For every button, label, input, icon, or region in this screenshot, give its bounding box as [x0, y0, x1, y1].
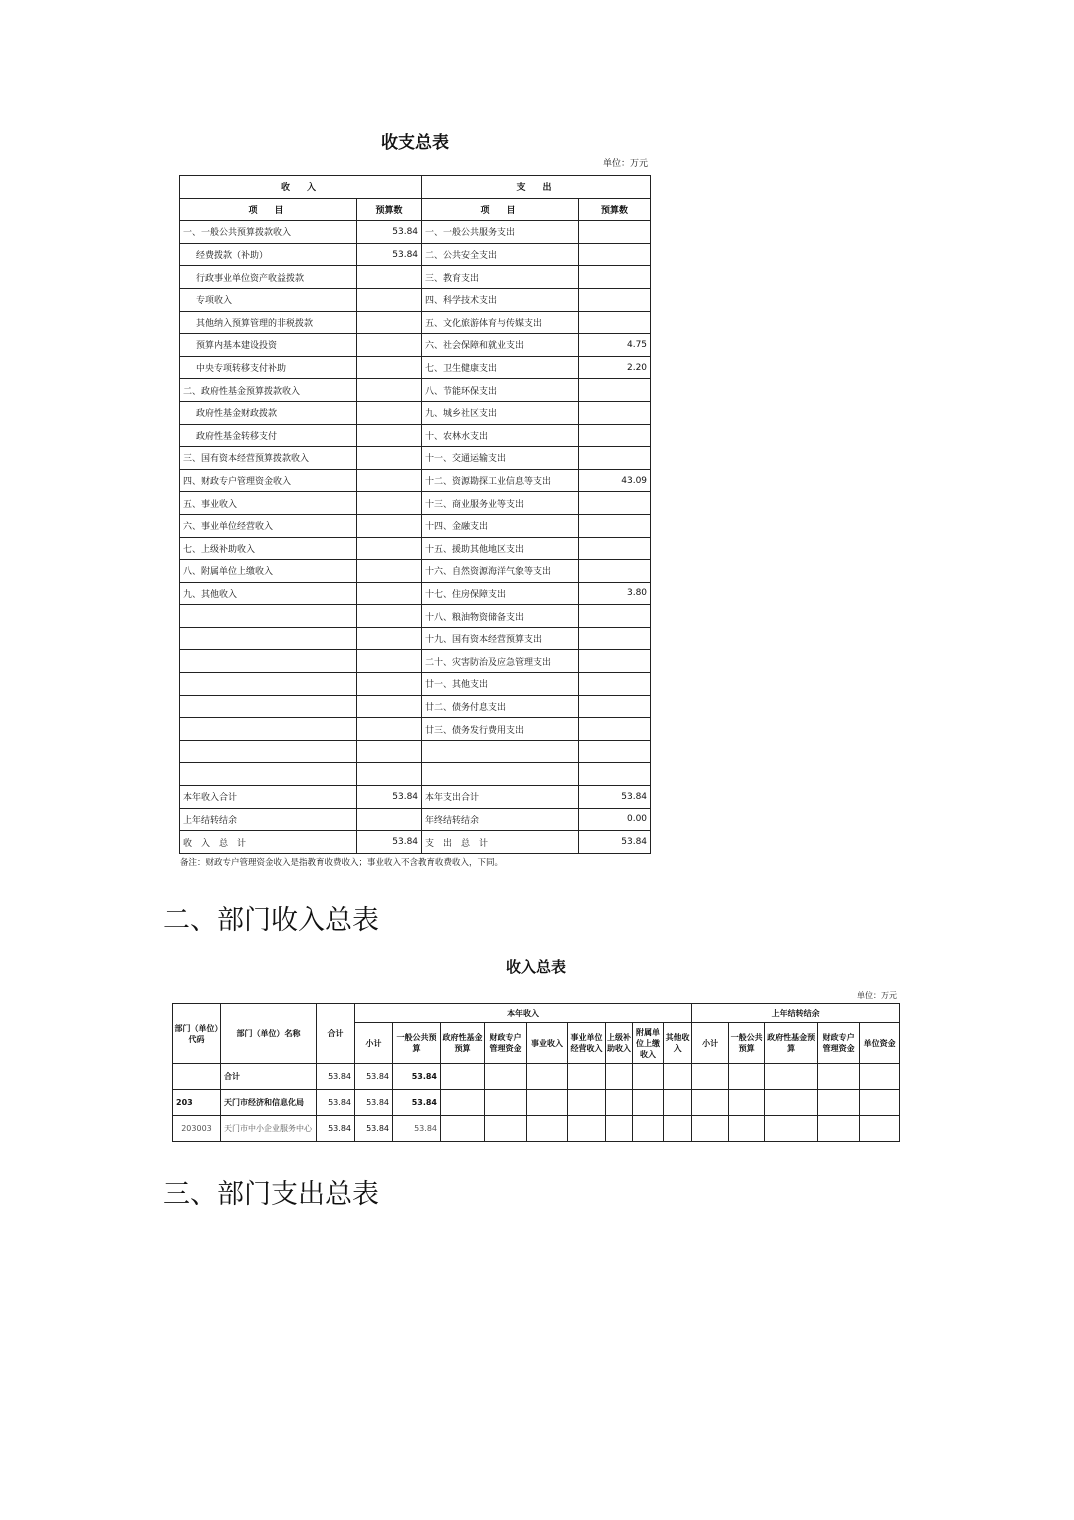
table1-row	[180, 582, 651, 605]
income-value	[357, 334, 422, 357]
name-header: 部门（单位）名称	[221, 1004, 317, 1064]
expense-item: 十一、交通运输支出	[422, 447, 579, 470]
expense-item: 二、公共安全支出	[422, 243, 579, 266]
empty-cell	[664, 1116, 692, 1142]
table1-row	[180, 311, 651, 334]
income-item: 本年收入合计	[180, 786, 357, 809]
empty-cell	[765, 1090, 818, 1116]
income-item	[180, 650, 357, 673]
expense-value	[579, 695, 651, 718]
income-value	[357, 424, 422, 447]
empty-cell	[527, 1116, 568, 1142]
income-value	[357, 356, 422, 379]
expense-item: 廿三、债务发行费用支出	[422, 718, 579, 741]
expense-item: 十二、资源勘探工业信息等支出	[422, 469, 579, 492]
current-year-header: 本年收入	[355, 1004, 692, 1023]
income-item: 收 入 总 计	[180, 831, 357, 854]
income-item: 预算内基本建设投资	[180, 334, 357, 357]
expense-item: 五、文化旅游体育与传媒支出	[422, 311, 579, 334]
expense-value	[579, 673, 651, 696]
income-item: 其他纳入预算管理的非税拨款	[180, 311, 357, 334]
expense-value: 2.20	[579, 356, 651, 379]
table1-title: 收支总表	[381, 133, 449, 153]
table1-row	[180, 514, 651, 537]
expense-value	[579, 221, 651, 244]
income-value	[357, 469, 422, 492]
expense-value	[579, 605, 651, 628]
expense-value: 0.00	[579, 808, 651, 831]
income-item: 专项收入	[180, 288, 357, 311]
carryover-subheader: 一般公共预算	[729, 1023, 765, 1064]
expense-value	[579, 718, 651, 741]
expense-item: 十六、自然资源海洋气象等支出	[422, 560, 579, 583]
empty-cell	[441, 1064, 485, 1090]
income-value	[357, 582, 422, 605]
empty-cell	[568, 1064, 606, 1090]
table1-row	[180, 221, 651, 244]
department-income-table	[172, 1003, 900, 1142]
income-item: 政府性基金财政拨款	[180, 401, 357, 424]
section-heading-income: 二、部门收入总表	[163, 905, 379, 936]
income-item	[180, 740, 357, 763]
empty-cell	[765, 1064, 818, 1090]
dept-code: 203	[173, 1090, 221, 1116]
expense-value	[579, 311, 651, 334]
dept-name: 天门市经济和信息化局	[221, 1090, 317, 1116]
expense-value: 53.84	[579, 831, 651, 854]
table1-unit: 单位：万元	[602, 159, 648, 169]
income-expense-summary-table	[179, 175, 651, 854]
income-value	[357, 673, 422, 696]
expense-value	[579, 650, 651, 673]
income-value	[357, 808, 422, 831]
income-value	[357, 288, 422, 311]
empty-cell	[485, 1064, 527, 1090]
table1-row	[180, 786, 651, 809]
expense-value: 43.09	[579, 469, 651, 492]
empty-cell	[441, 1090, 485, 1116]
table1-row	[180, 650, 651, 673]
expense-item: 十八、粮油物资储备支出	[422, 605, 579, 628]
expense-item: 一、一般公共服务支出	[422, 221, 579, 244]
expense-item: 廿二、债务付息支出	[422, 695, 579, 718]
income-value	[357, 763, 422, 786]
general-budget-value: 53.84	[393, 1064, 441, 1090]
expense-item	[422, 740, 579, 763]
expense-item: 支 出 总 计	[422, 831, 579, 854]
expense-item: 十五、援助其他地区支出	[422, 537, 579, 560]
current-subheader: 上级补助收入	[606, 1023, 633, 1064]
table2-header-row	[173, 1004, 900, 1023]
income-value	[357, 627, 422, 650]
expense-item-header: 项 目	[422, 198, 579, 221]
income-item: 六、事业单位经营收入	[180, 514, 357, 537]
table1-row	[180, 266, 651, 289]
total-value: 53.84	[317, 1116, 355, 1142]
expense-item: 本年支出合计	[422, 786, 579, 809]
income-item: 中央专项转移支付补助	[180, 356, 357, 379]
table2-row	[173, 1064, 900, 1090]
table1-row	[180, 808, 651, 831]
table1-row	[180, 334, 651, 357]
table1-row	[180, 627, 651, 650]
table1-note: 备注：财政专户管理资金收入是指教育收费收入；事业收入不含教育收费收入，下同。	[180, 858, 504, 868]
income-item: 九、其他收入	[180, 582, 357, 605]
income-value: 53.84	[357, 243, 422, 266]
income-item: 四、财政专户管理资金收入	[180, 469, 357, 492]
empty-cell	[765, 1116, 818, 1142]
income-budget-header: 预算数	[357, 198, 422, 221]
code-header: 部门（单位）代码	[173, 1004, 221, 1064]
income-item: 二、政府性基金预算拨款收入	[180, 379, 357, 402]
current-subheader: 事业单位经营收入	[568, 1023, 606, 1064]
expense-value	[579, 266, 651, 289]
empty-cell	[692, 1090, 729, 1116]
table1-row	[180, 605, 651, 628]
carryover-subheader: 政府性基金预算	[765, 1023, 818, 1064]
income-item: 经费拨款（补助）	[180, 243, 357, 266]
income-value: 53.84	[357, 221, 422, 244]
expense-value	[579, 560, 651, 583]
income-value	[357, 718, 422, 741]
current-subheader: 政府性基金预算	[441, 1023, 485, 1064]
income-item: 七、上级补助收入	[180, 537, 357, 560]
dept-name: 合计	[221, 1064, 317, 1090]
income-item	[180, 605, 357, 628]
empty-cell	[692, 1064, 729, 1090]
income-item: 八、附属单位上缴收入	[180, 560, 357, 583]
table1-row	[180, 469, 651, 492]
subtotal-value: 53.84	[355, 1090, 393, 1116]
subtotal-value: 53.84	[355, 1064, 393, 1090]
income-item-header: 项 目	[180, 198, 357, 221]
income-value	[357, 401, 422, 424]
table1-row	[180, 356, 651, 379]
empty-cell	[606, 1116, 633, 1142]
current-subheader: 事业收入	[527, 1023, 568, 1064]
expense-budget-header: 预算数	[579, 198, 651, 221]
table1-row	[180, 763, 651, 786]
current-subheader: 财政专户管理资金	[485, 1023, 527, 1064]
general-budget-value: 53.84	[393, 1116, 441, 1142]
income-item	[180, 718, 357, 741]
empty-cell	[527, 1090, 568, 1116]
empty-cell	[568, 1090, 606, 1116]
empty-cell	[606, 1090, 633, 1116]
expense-value	[579, 537, 651, 560]
expense-item: 十三、商业服务业等支出	[422, 492, 579, 515]
income-value	[357, 740, 422, 763]
table1-row	[180, 831, 651, 854]
total-value: 53.84	[317, 1064, 355, 1090]
empty-cell	[729, 1116, 765, 1142]
expense-value	[579, 492, 651, 515]
expense-value	[579, 514, 651, 537]
table1-row	[180, 379, 651, 402]
income-item	[180, 673, 357, 696]
table1-row	[180, 537, 651, 560]
expense-value	[579, 740, 651, 763]
table1-row	[180, 288, 651, 311]
table2-unit: 单位：万元	[857, 991, 897, 1000]
table1-row	[180, 243, 651, 266]
empty-cell	[527, 1064, 568, 1090]
general-budget-value: 53.84	[393, 1090, 441, 1116]
income-value	[357, 695, 422, 718]
table1-row	[180, 447, 651, 470]
empty-cell	[485, 1090, 527, 1116]
table1-row	[180, 492, 651, 515]
income-item: 五、事业收入	[180, 492, 357, 515]
expense-item: 十九、国有资本经营预算支出	[422, 627, 579, 650]
table1-row	[180, 673, 651, 696]
table1-row	[180, 695, 651, 718]
table1-row	[180, 401, 651, 424]
table1-subheader-row	[180, 198, 651, 221]
income-item	[180, 763, 357, 786]
income-item: 上年结转结余	[180, 808, 357, 831]
income-item	[180, 695, 357, 718]
income-item: 三、国有资本经营预算拨款收入	[180, 447, 357, 470]
empty-cell	[633, 1090, 664, 1116]
income-value	[357, 537, 422, 560]
income-header: 收 入	[180, 176, 422, 199]
expense-value	[579, 424, 651, 447]
income-item: 行政事业单位资产收益拨款	[180, 266, 357, 289]
carryover-subheader: 单位资金	[860, 1023, 900, 1064]
income-value	[357, 560, 422, 583]
expense-item: 二十、灾害防治及应急管理支出	[422, 650, 579, 673]
expense-item: 三、教育支出	[422, 266, 579, 289]
carryover-subheader: 小计	[692, 1023, 729, 1064]
expense-item: 六、社会保障和就业支出	[422, 334, 579, 357]
empty-cell	[441, 1116, 485, 1142]
income-value: 53.84	[357, 831, 422, 854]
empty-cell	[692, 1116, 729, 1142]
expense-value	[579, 447, 651, 470]
empty-cell	[818, 1116, 860, 1142]
dept-name: 天门市中小企业服务中心	[221, 1116, 317, 1142]
expense-value: 4.75	[579, 334, 651, 357]
current-subheader: 其他收入	[664, 1023, 692, 1064]
table1-header-row	[180, 176, 651, 199]
expense-value	[579, 763, 651, 786]
income-value	[357, 379, 422, 402]
dept-code	[173, 1064, 221, 1090]
expense-value: 53.84	[579, 786, 651, 809]
section-heading-expense: 三、部门支出总表	[163, 1179, 379, 1210]
table1-row	[180, 560, 651, 583]
expense-value	[579, 401, 651, 424]
expense-item: 九、城乡社区支出	[422, 401, 579, 424]
income-item: 政府性基金转移支付	[180, 424, 357, 447]
expense-header: 支 出	[422, 176, 651, 199]
expense-item: 十、农林水支出	[422, 424, 579, 447]
expense-item: 十四、金融支出	[422, 514, 579, 537]
empty-cell	[818, 1090, 860, 1116]
income-value	[357, 447, 422, 470]
empty-cell	[606, 1064, 633, 1090]
income-item	[180, 627, 357, 650]
current-subheader: 一般公共预算	[393, 1023, 441, 1064]
expense-item: 四、科学技术支出	[422, 288, 579, 311]
table1-row	[180, 718, 651, 741]
empty-cell	[729, 1090, 765, 1116]
carryover-header: 上年结转结余	[692, 1004, 900, 1023]
expense-item: 廿一、其他支出	[422, 673, 579, 696]
expense-item	[422, 763, 579, 786]
table2-title: 收入总表	[505, 958, 566, 976]
empty-cell	[860, 1090, 900, 1116]
empty-cell	[633, 1116, 664, 1142]
income-value: 53.84	[357, 786, 422, 809]
income-value	[357, 311, 422, 334]
income-value	[357, 605, 422, 628]
empty-cell	[485, 1116, 527, 1142]
expense-value	[579, 243, 651, 266]
table2-row	[173, 1116, 900, 1142]
empty-cell	[860, 1064, 900, 1090]
current-subheader: 附属单位上缴收入	[633, 1023, 664, 1064]
table1-row	[180, 424, 651, 447]
empty-cell	[568, 1116, 606, 1142]
empty-cell	[860, 1116, 900, 1142]
expense-item: 八、节能环保支出	[422, 379, 579, 402]
income-value	[357, 514, 422, 537]
carryover-subheader: 财政专户管理资金	[818, 1023, 860, 1064]
empty-cell	[729, 1064, 765, 1090]
income-value	[357, 492, 422, 515]
expense-item: 七、卫生健康支出	[422, 356, 579, 379]
table2-row	[173, 1090, 900, 1116]
empty-cell	[818, 1064, 860, 1090]
total-header: 合计	[317, 1004, 355, 1064]
empty-cell	[664, 1090, 692, 1116]
income-item: 一、一般公共预算拨款收入	[180, 221, 357, 244]
total-value: 53.84	[317, 1090, 355, 1116]
subtotal-value: 53.84	[355, 1116, 393, 1142]
expense-value	[579, 627, 651, 650]
dept-code: 203003	[173, 1116, 221, 1142]
expense-item: 年终结转结余	[422, 808, 579, 831]
income-value	[357, 650, 422, 673]
expense-item: 十七、住房保障支出	[422, 582, 579, 605]
empty-cell	[664, 1064, 692, 1090]
expense-value: 3.80	[579, 582, 651, 605]
expense-value	[579, 288, 651, 311]
empty-cell	[633, 1064, 664, 1090]
income-value	[357, 266, 422, 289]
table1-row	[180, 740, 651, 763]
expense-value	[579, 379, 651, 402]
current-subheader: 小计	[355, 1023, 393, 1064]
